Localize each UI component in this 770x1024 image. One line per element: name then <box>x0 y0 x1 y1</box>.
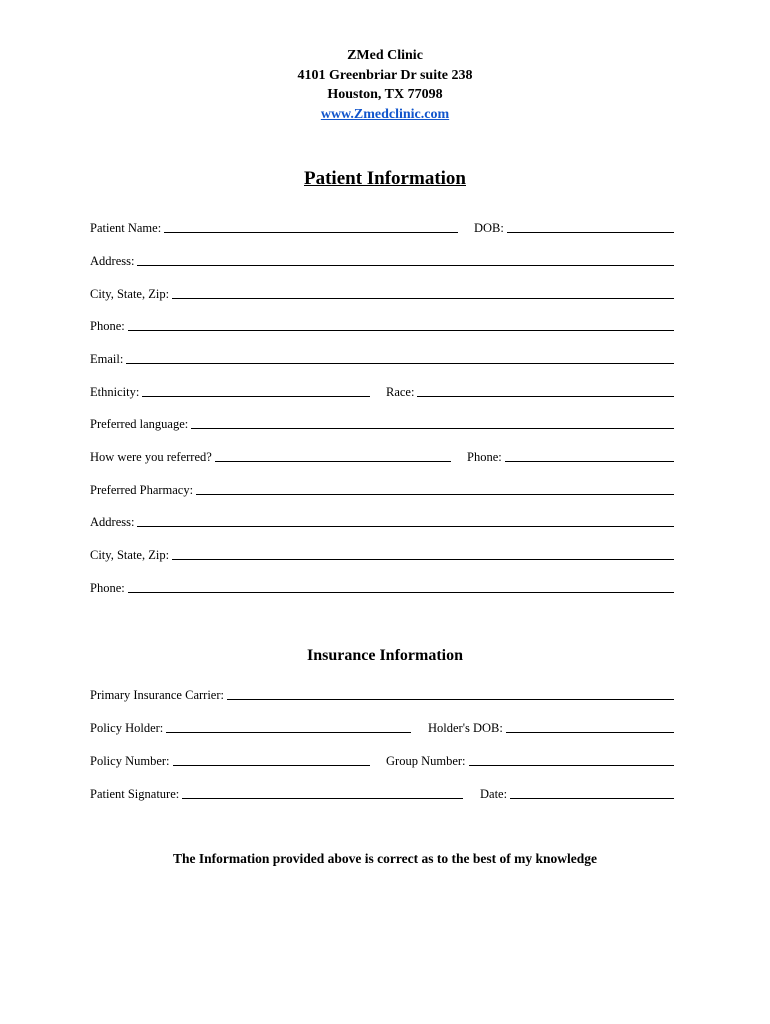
phone-label: Phone: <box>90 319 125 333</box>
preferred-pharmacy-label: Preferred Pharmacy: <box>90 483 194 497</box>
row-pharmacy-phone <box>90 576 674 596</box>
group-number-field[interactable] <box>386 752 674 769</box>
clinic-website-link[interactable]: www.Zmedclinic.com <box>320 106 450 122</box>
row-pharmacy-address <box>90 510 674 530</box>
race-field[interactable] <box>386 383 674 400</box>
pharmacy-address-field[interactable] <box>90 513 674 530</box>
holder-dob-line[interactable] <box>506 719 674 733</box>
attestation-statement: The Information provided above is correct as to the best of my knowledge <box>173 851 597 866</box>
ethnicity-label: Ethnicity: <box>90 385 140 399</box>
city-state-zip-line[interactable] <box>172 285 674 299</box>
patient-info-title: Patient Information <box>303 168 466 189</box>
address-field[interactable] <box>90 252 674 269</box>
preferred-language-field[interactable] <box>90 415 674 432</box>
primary-carrier-line[interactable] <box>227 686 674 700</box>
pharmacy-phone-field[interactable] <box>90 579 674 596</box>
policy-number-field[interactable] <box>90 752 370 769</box>
row-signature <box>90 782 674 802</box>
date-label: Date: <box>480 787 508 801</box>
policy-number-label: Policy Number: <box>90 754 170 768</box>
row-policy-holder <box>90 716 674 736</box>
group-number-line[interactable] <box>469 752 675 766</box>
insurance-info-title: Insurance Information <box>306 647 463 664</box>
row-patient-name <box>90 216 674 236</box>
policy-holder-line[interactable] <box>166 719 411 733</box>
row-primary-carrier <box>90 683 674 703</box>
phone-line[interactable] <box>128 317 674 331</box>
race-label: Race: <box>386 385 415 399</box>
holder-dob-field[interactable] <box>428 719 674 736</box>
phone-field[interactable] <box>90 317 674 334</box>
clinic-name: ZMed Clinic <box>347 48 423 63</box>
row-preferred-pharmacy <box>90 478 674 498</box>
row-address <box>90 249 674 269</box>
referral-field[interactable] <box>90 448 451 465</box>
email-label: Email: <box>90 352 124 366</box>
city-state-zip-field[interactable] <box>90 285 674 302</box>
group-number-label: Group Number: <box>386 754 466 768</box>
email-line[interactable] <box>126 350 674 364</box>
race-line[interactable] <box>417 383 674 397</box>
row-city-state-zip <box>90 282 674 302</box>
preferred-pharmacy-field[interactable] <box>90 481 674 498</box>
policy-holder-label: Policy Holder: <box>90 721 164 735</box>
signature-field[interactable] <box>90 785 463 802</box>
referral-phone-label: Phone: <box>467 450 502 464</box>
pharmacy-address-line[interactable] <box>137 513 674 527</box>
clinic-header <box>0 46 770 124</box>
holder-dob-label: Holder's DOB: <box>428 721 503 735</box>
date-field[interactable] <box>480 785 674 802</box>
pharmacy-phone-line[interactable] <box>128 579 674 593</box>
pharmacy-phone-label: Phone: <box>90 581 125 595</box>
patient-name-label: Patient Name: <box>90 221 162 235</box>
primary-carrier-label: Primary Insurance Carrier: <box>90 688 224 702</box>
address-label: Address: <box>90 254 135 268</box>
pharmacy-city-state-zip-field[interactable] <box>90 546 674 563</box>
policy-holder-field[interactable] <box>90 719 411 736</box>
row-pharmacy-city-state-zip <box>90 543 674 563</box>
dob-field[interactable] <box>474 219 674 236</box>
city-state-zip-label: City, State, Zip: <box>90 287 170 301</box>
ethnicity-field[interactable] <box>90 383 370 400</box>
address-line[interactable] <box>137 252 674 266</box>
dob-label: DOB: <box>474 221 504 235</box>
preferred-language-label: Preferred language: <box>90 417 189 431</box>
patient-name-field[interactable] <box>90 219 458 236</box>
referral-line[interactable] <box>215 448 451 462</box>
patient-name-line[interactable] <box>164 219 458 233</box>
clinic-address-line2: Houston, TX 77098 <box>327 87 443 102</box>
signature-label: Patient Signature: <box>90 787 180 801</box>
policy-number-line[interactable] <box>173 752 370 766</box>
pharmacy-address-label: Address: <box>90 515 135 529</box>
preferred-language-line[interactable] <box>191 415 674 429</box>
email-field[interactable] <box>90 350 674 367</box>
referral-phone-field[interactable] <box>467 448 674 465</box>
pharmacy-city-state-zip-label: City, State, Zip: <box>90 548 170 562</box>
primary-carrier-field[interactable] <box>90 686 674 703</box>
clinic-address-line1: 4101 Greenbriar Dr suite 238 <box>297 67 473 83</box>
dob-line[interactable] <box>507 219 674 233</box>
date-line[interactable] <box>510 785 674 799</box>
row-referral <box>90 445 674 465</box>
row-phone <box>90 314 674 334</box>
pharmacy-city-state-zip-line[interactable] <box>172 546 674 560</box>
row-email <box>90 347 674 367</box>
referral-phone-line[interactable] <box>505 448 674 462</box>
referral-label: How were you referred? <box>90 450 212 464</box>
row-ethnicity-race <box>90 380 674 400</box>
row-preferred-language <box>90 412 674 432</box>
ethnicity-line[interactable] <box>142 383 370 397</box>
signature-line[interactable] <box>182 785 463 799</box>
row-policy-number <box>90 749 674 769</box>
preferred-pharmacy-line[interactable] <box>196 481 674 495</box>
